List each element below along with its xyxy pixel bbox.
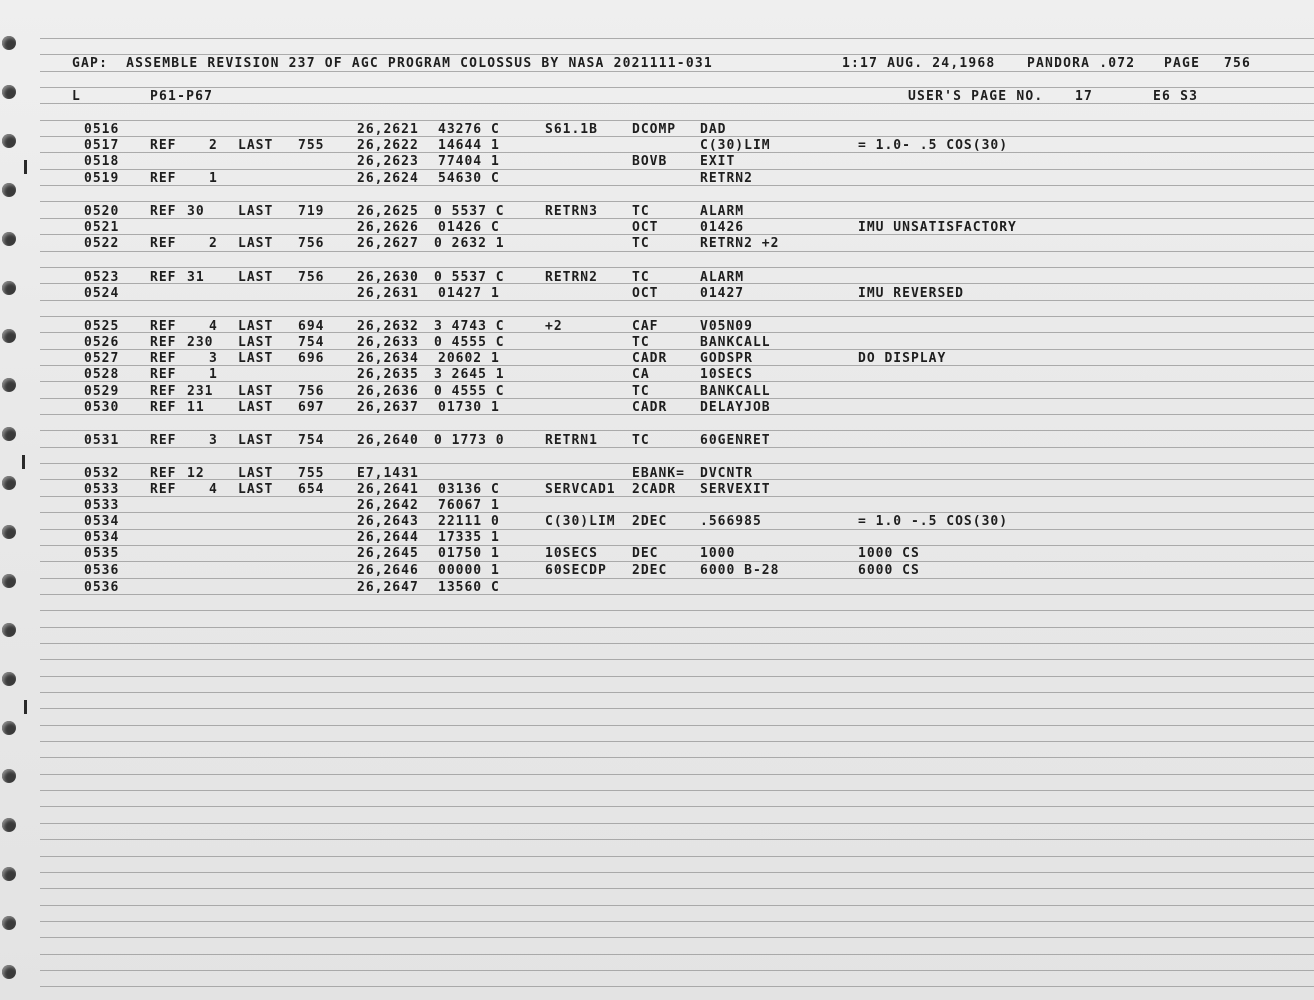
rule-line xyxy=(40,463,1314,464)
last-keyword: LAST xyxy=(238,400,274,415)
feed-hole xyxy=(2,329,16,343)
rule-line xyxy=(40,218,1314,219)
rule-line xyxy=(40,970,1314,971)
line-number: 0521 xyxy=(84,220,120,235)
octal-word: 0 5537 C xyxy=(434,204,505,219)
line-number: 0531 xyxy=(84,433,120,448)
operand: 1000 xyxy=(700,546,736,561)
feed-hole xyxy=(2,134,16,148)
operand: .566985 xyxy=(700,514,762,529)
rule-line xyxy=(40,136,1314,137)
address: 26,2632 xyxy=(357,319,419,334)
operand: BANKCALL xyxy=(700,384,771,399)
symbol-label: 10SECS xyxy=(545,546,598,561)
line-number: 0529 xyxy=(84,384,120,399)
rule-line xyxy=(40,659,1314,660)
last-keyword: LAST xyxy=(238,482,274,497)
line-number: 0534 xyxy=(84,514,120,529)
ref-count: 11 xyxy=(187,400,205,415)
ref-count: 4 xyxy=(209,319,218,334)
rule-line xyxy=(40,741,1314,742)
line-number: 0517 xyxy=(84,138,120,153)
operand: EXIT xyxy=(700,154,736,169)
rule-line xyxy=(40,954,1314,955)
rule-line xyxy=(40,757,1314,758)
symbol-label: SERVCAD1 xyxy=(545,482,616,497)
octal-word: 22111 0 xyxy=(438,514,500,529)
address: 26,2631 xyxy=(357,286,419,301)
line-number: 0535 xyxy=(84,546,120,561)
line-number: 0519 xyxy=(84,171,120,186)
feed-hole xyxy=(2,574,16,588)
last-page: 754 xyxy=(298,433,325,448)
ref-count: 1 xyxy=(209,367,218,382)
line-number: 0525 xyxy=(84,319,120,334)
ref-count: 12 xyxy=(187,466,205,481)
octal-word: 54630 C xyxy=(438,171,500,186)
address: 26,2636 xyxy=(357,384,419,399)
pandora-version: PANDORA .072 xyxy=(1027,56,1136,71)
last-page: 696 xyxy=(298,351,325,366)
rule-line xyxy=(40,610,1314,611)
ref-keyword: REF xyxy=(150,319,177,334)
comment: DO DISPLAY xyxy=(858,351,947,366)
operand: 01427 xyxy=(700,286,745,301)
opcode: OCT xyxy=(632,286,659,301)
ref-keyword: REF xyxy=(150,171,177,186)
octal-word: 76067 1 xyxy=(438,498,500,513)
feed-hole xyxy=(2,36,16,50)
feed-hole xyxy=(2,427,16,441)
line-number: 0526 xyxy=(84,335,120,350)
opcode: TC xyxy=(632,270,650,285)
ref-keyword: REF xyxy=(150,367,177,382)
rule-line xyxy=(40,856,1314,857)
operand: BANKCALL xyxy=(700,335,771,350)
operand: DVCNTR xyxy=(700,466,753,481)
line-number: 0520 xyxy=(84,204,120,219)
octal-word: 0 5537 C xyxy=(434,270,505,285)
ref-keyword: REF xyxy=(150,204,177,219)
ref-keyword: REF xyxy=(150,466,177,481)
rule-line xyxy=(40,283,1314,284)
operand: V05N09 xyxy=(700,319,753,334)
rule-line xyxy=(40,725,1314,726)
octal-word: 01427 1 xyxy=(438,286,500,301)
line-number: 0536 xyxy=(84,563,120,578)
rule-line xyxy=(40,643,1314,644)
last-keyword: LAST xyxy=(238,236,274,251)
octal-word: 13560 C xyxy=(438,580,500,595)
last-page: 756 xyxy=(298,236,325,251)
feed-hole xyxy=(2,818,16,832)
ref-count: 231 xyxy=(187,384,214,399)
ref-count: 3 xyxy=(209,351,218,366)
symbol-label: RETRN1 xyxy=(545,433,598,448)
octal-word: 77404 1 xyxy=(438,154,500,169)
rule-line xyxy=(40,152,1314,153)
address: 26,2633 xyxy=(357,335,419,350)
octal-word: 20602 1 xyxy=(438,351,500,366)
last-page: 754 xyxy=(298,335,325,350)
opcode: DCOMP xyxy=(632,122,677,137)
rule-line xyxy=(40,905,1314,906)
feed-hole xyxy=(2,769,16,783)
octal-word: 3 2645 1 xyxy=(434,367,505,382)
feed-hole xyxy=(2,867,16,881)
last-keyword: LAST xyxy=(238,138,274,153)
rule-line xyxy=(40,38,1314,39)
line-number: 0528 xyxy=(84,367,120,382)
rule-line xyxy=(40,349,1314,350)
rule-line xyxy=(40,300,1314,301)
feed-hole xyxy=(2,378,16,392)
symbol-label: S61.1B xyxy=(545,122,598,137)
symbol-label: RETRN3 xyxy=(545,204,598,219)
line-number: 0533 xyxy=(84,482,120,497)
feed-hole xyxy=(2,476,16,490)
ref-count: 230 xyxy=(187,335,214,350)
rule-line xyxy=(40,937,1314,938)
symbol-label: RETRN2 xyxy=(545,270,598,285)
octal-word: 01426 C xyxy=(438,220,500,235)
ref-keyword: REF xyxy=(150,236,177,251)
line-number: 0524 xyxy=(84,286,120,301)
operand: DAD xyxy=(700,122,727,137)
last-keyword: LAST xyxy=(238,319,274,334)
operand: C(30)LIM xyxy=(700,138,771,153)
rule-line xyxy=(40,774,1314,775)
ref-count: 2 xyxy=(209,138,218,153)
users-page-number: 17 xyxy=(1075,89,1094,104)
octal-word: 03136 C xyxy=(438,482,500,497)
octal-word: 14644 1 xyxy=(438,138,500,153)
rule-line xyxy=(40,169,1314,170)
opcode: CADR xyxy=(632,351,668,366)
address: 26,2647 xyxy=(357,580,419,595)
opcode: OCT xyxy=(632,220,659,235)
rule-line xyxy=(40,594,1314,595)
opcode: DEC xyxy=(632,546,659,561)
octal-word: 43276 C xyxy=(438,122,500,137)
address: 26,2627 xyxy=(357,236,419,251)
opcode: 2CADR xyxy=(632,482,677,497)
rule-line xyxy=(40,87,1314,88)
opcode: CADR xyxy=(632,400,668,415)
rule-line xyxy=(40,627,1314,628)
address: 26,2621 xyxy=(357,122,419,137)
ref-count: 1 xyxy=(209,171,218,186)
margin-mark xyxy=(24,700,27,714)
line-number: 0518 xyxy=(84,154,120,169)
octal-word: 00000 1 xyxy=(438,563,500,578)
address: 26,2622 xyxy=(357,138,419,153)
last-keyword: LAST xyxy=(238,204,274,219)
rule-line xyxy=(40,54,1314,55)
rule-line xyxy=(40,185,1314,186)
rule-line xyxy=(40,872,1314,873)
address: 26,2626 xyxy=(357,220,419,235)
address: 26,2634 xyxy=(357,351,419,366)
margin-mark xyxy=(24,160,27,174)
rule-line xyxy=(40,414,1314,415)
operand: 10SECS xyxy=(700,367,753,382)
rule-line xyxy=(40,316,1314,317)
page-label: PAGE xyxy=(1164,56,1201,71)
octal-word: 01730 1 xyxy=(438,400,500,415)
print-timestamp: 1:17 AUG. 24,1968 xyxy=(842,56,996,71)
address: 26,2641 xyxy=(357,482,419,497)
rule-line xyxy=(40,398,1314,399)
rule-line xyxy=(40,790,1314,791)
rule-line xyxy=(40,365,1314,366)
ref-keyword: REF xyxy=(150,351,177,366)
ref-count: 4 xyxy=(209,482,218,497)
address: 26,2635 xyxy=(357,367,419,382)
ref-keyword: REF xyxy=(150,400,177,415)
symbol-label: C(30)LIM xyxy=(545,514,616,529)
last-keyword: LAST xyxy=(238,351,274,366)
rule-line xyxy=(40,234,1314,235)
rule-line xyxy=(40,381,1314,382)
operand: GODSPR xyxy=(700,351,753,366)
line-number: 0533 xyxy=(84,498,120,513)
rule-line xyxy=(40,529,1314,530)
octal-word: 17335 1 xyxy=(438,530,500,545)
feed-hole xyxy=(2,525,16,539)
octal-word: 0 1773 0 xyxy=(434,433,505,448)
comment: = 1.0- .5 COS(30) xyxy=(858,138,1009,153)
rule-line xyxy=(40,921,1314,922)
last-keyword: LAST xyxy=(238,335,274,350)
last-keyword: LAST xyxy=(238,270,274,285)
octal-word: 3 4743 C xyxy=(434,319,505,334)
operand: 60GENRET xyxy=(700,433,771,448)
symbol-label: +2 xyxy=(545,319,563,334)
octal-word: 01750 1 xyxy=(438,546,500,561)
last-page: 756 xyxy=(298,270,325,285)
feed-hole xyxy=(2,672,16,686)
line-number: 0532 xyxy=(84,466,120,481)
address: 26,2630 xyxy=(357,270,419,285)
feed-hole xyxy=(2,183,16,197)
opcode: EBANK= xyxy=(632,466,685,481)
last-page: 755 xyxy=(298,138,325,153)
rule-line xyxy=(40,103,1314,104)
rule-line xyxy=(40,251,1314,252)
rule-line xyxy=(40,888,1314,889)
ref-keyword: REF xyxy=(150,482,177,497)
address: 26,2625 xyxy=(357,204,419,219)
comment: 6000 CS xyxy=(858,563,920,578)
operand: 01426 xyxy=(700,220,745,235)
octal-word: 0 4555 C xyxy=(434,335,505,350)
comment: 1000 CS xyxy=(858,546,920,561)
ref-keyword: REF xyxy=(150,384,177,399)
margin-mark xyxy=(22,455,25,469)
rule-line xyxy=(40,692,1314,693)
line-number: 0530 xyxy=(84,400,120,415)
listing-code: E6 S3 xyxy=(1153,89,1199,104)
rule-line xyxy=(40,708,1314,709)
symbol-label: 60SECDP xyxy=(545,563,607,578)
last-page: 719 xyxy=(298,204,325,219)
ref-count: 30 xyxy=(187,204,205,219)
users-page-label: USER'S PAGE NO. xyxy=(908,89,1044,104)
feed-hole xyxy=(2,916,16,930)
address: 26,2646 xyxy=(357,563,419,578)
operand: RETRN2 +2 xyxy=(700,236,780,251)
feed-hole xyxy=(2,232,16,246)
ref-keyword: REF xyxy=(150,138,177,153)
rule-line xyxy=(40,447,1314,448)
last-page: 697 xyxy=(298,400,325,415)
address: 26,2637 xyxy=(357,400,419,415)
opcode: 2DEC xyxy=(632,563,668,578)
operand: DELAYJOB xyxy=(700,400,771,415)
opcode: CA xyxy=(632,367,650,382)
address: 26,2624 xyxy=(357,171,419,186)
opcode: TC xyxy=(632,335,650,350)
line-number: 0536 xyxy=(84,580,120,595)
address: 26,2643 xyxy=(357,514,419,529)
last-keyword: LAST xyxy=(238,433,274,448)
feed-hole xyxy=(2,85,16,99)
subheader-column: L xyxy=(72,89,82,104)
rule-line xyxy=(40,561,1314,562)
opcode: TC xyxy=(632,384,650,399)
line-number: 0534 xyxy=(84,530,120,545)
octal-word: 0 4555 C xyxy=(434,384,505,399)
line-number: 0527 xyxy=(84,351,120,366)
opcode: TC xyxy=(632,433,650,448)
address: 26,2623 xyxy=(357,154,419,169)
operand: 6000 B-28 xyxy=(700,563,780,578)
opcode: TC xyxy=(632,236,650,251)
rule-line xyxy=(40,267,1314,268)
comment: IMU UNSATISFACTORY xyxy=(858,220,1017,235)
rule-line xyxy=(40,839,1314,840)
last-page: 694 xyxy=(298,319,325,334)
last-keyword: LAST xyxy=(238,384,274,399)
address: 26,2644 xyxy=(357,530,419,545)
line-number: 0523 xyxy=(84,270,120,285)
ref-keyword: REF xyxy=(150,270,177,285)
comment: IMU REVERSED xyxy=(858,286,964,301)
ref-count: 31 xyxy=(187,270,205,285)
rule-line xyxy=(40,578,1314,579)
operand: ALARM xyxy=(700,270,745,285)
rule-line xyxy=(40,545,1314,546)
rule-line xyxy=(40,512,1314,513)
address: 26,2642 xyxy=(357,498,419,513)
comment: = 1.0 -.5 COS(30) xyxy=(858,514,1009,529)
operand: SERVEXIT xyxy=(700,482,771,497)
address: E7,1431 xyxy=(357,466,419,481)
address: 26,2645 xyxy=(357,546,419,561)
last-page: 756 xyxy=(298,384,325,399)
opcode: 2DEC xyxy=(632,514,668,529)
operand: ALARM xyxy=(700,204,745,219)
ref-count: 2 xyxy=(209,236,218,251)
feed-hole xyxy=(2,721,16,735)
line-number: 0522 xyxy=(84,236,120,251)
opcode: CAF xyxy=(632,319,659,334)
operand: RETRN2 xyxy=(700,171,753,186)
page-number: 756 xyxy=(1224,56,1252,71)
octal-word: 0 2632 1 xyxy=(434,236,505,251)
rule-line xyxy=(40,823,1314,824)
rule-line xyxy=(40,430,1314,431)
feed-hole xyxy=(2,281,16,295)
last-keyword: LAST xyxy=(238,466,274,481)
last-page: 654 xyxy=(298,482,325,497)
opcode: BOVB xyxy=(632,154,668,169)
rule-line xyxy=(40,332,1314,333)
ref-keyword: REF xyxy=(150,433,177,448)
address: 26,2640 xyxy=(357,433,419,448)
feed-hole xyxy=(2,623,16,637)
line-number: 0516 xyxy=(84,122,120,137)
assembly-title: GAP: ASSEMBLE REVISION 237 OF AGC PROGRAM COLOSSUS BY NASA 2021111-031 xyxy=(72,56,713,71)
rule-line xyxy=(40,676,1314,677)
rule-line xyxy=(40,986,1314,987)
ref-count: 3 xyxy=(209,433,218,448)
rule-line xyxy=(40,806,1314,807)
feed-hole xyxy=(2,965,16,979)
rule-line xyxy=(40,201,1314,202)
program-range: P61-P67 xyxy=(150,89,214,104)
opcode: TC xyxy=(632,204,650,219)
last-page: 755 xyxy=(298,466,325,481)
rule-line xyxy=(40,496,1314,497)
ref-keyword: REF xyxy=(150,335,177,350)
rule-line xyxy=(40,120,1314,121)
